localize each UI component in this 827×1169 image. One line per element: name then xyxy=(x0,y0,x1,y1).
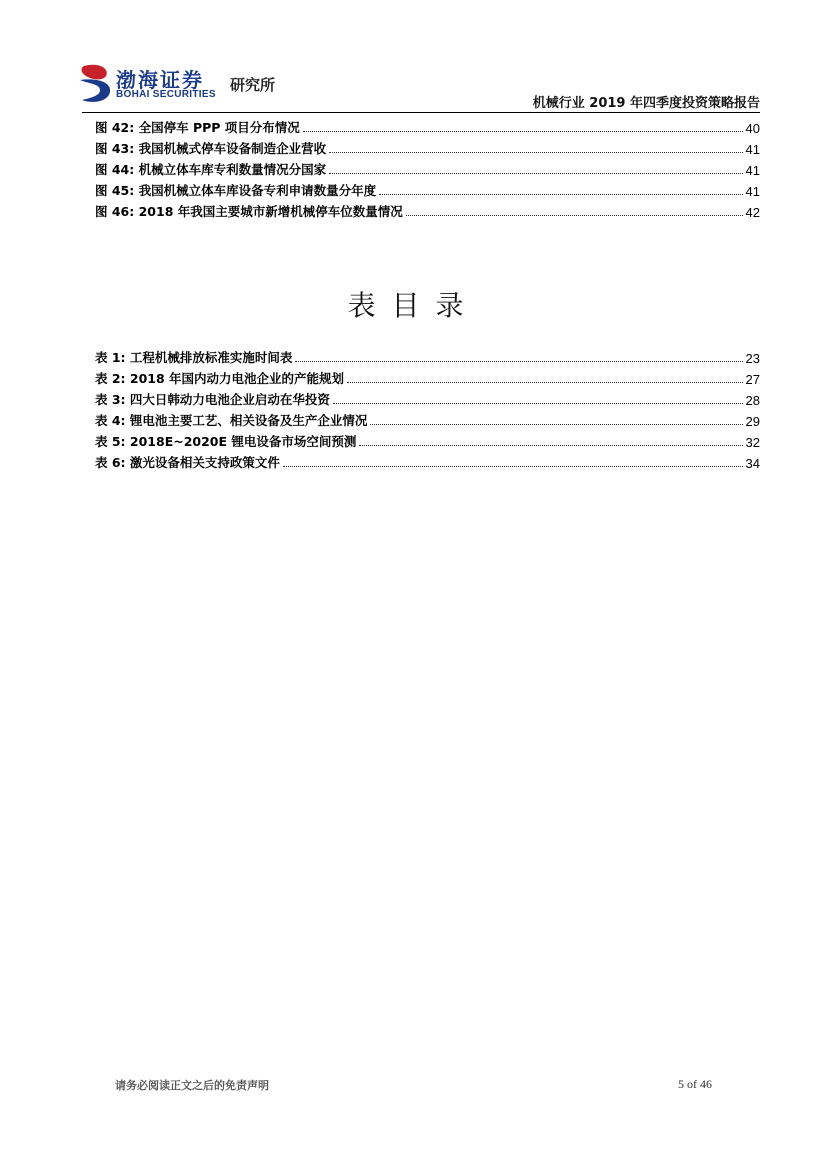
toc-entry-page: 29 xyxy=(745,414,760,429)
toc-entry-label: 表 2: 2018 年国内动力电池企业的产能规划 xyxy=(95,371,345,386)
toc-leader-dots xyxy=(359,444,742,446)
toc-leader-dots xyxy=(379,193,742,195)
toc-entry-page: 32 xyxy=(745,435,760,450)
toc-leader-dots xyxy=(406,214,743,216)
report-title: 机械行业 2019 年四季度投资策略报告 xyxy=(532,96,760,111)
toc-entry-label: 图 43: 我国机械式停车设备制造企业营收 xyxy=(95,141,327,156)
toc-entry-label: 图 44: 机械立体车库专利数量情况分国家 xyxy=(95,162,327,177)
toc-entry-page: 41 xyxy=(745,184,760,199)
toc-entry[interactable] xyxy=(95,429,760,450)
toc-entry-page: 27 xyxy=(745,372,760,387)
toc-entry[interactable] xyxy=(95,450,760,471)
figure-toc-list xyxy=(95,115,760,220)
toc-entry[interactable] xyxy=(95,345,760,366)
toc-entry-label: 表 5: 2018E~2020E 锂电设备市场空间预测 xyxy=(95,434,357,449)
logo-english-name: BOHAI SECURITIES xyxy=(116,89,216,100)
toc-entry-label: 表 1: 工程机械排放标准实施时间表 xyxy=(95,350,293,365)
toc-entry-label: 图 45: 我国机械立体车库设备专利申请数量分年度 xyxy=(95,183,377,198)
toc-leader-dots xyxy=(347,381,742,383)
toc-leader-dots xyxy=(283,465,743,467)
toc-leader-dots xyxy=(329,172,742,174)
toc-entry[interactable] xyxy=(95,157,760,178)
toc-leader-dots xyxy=(329,151,742,153)
toc-entry[interactable] xyxy=(95,199,760,220)
toc-entry-page: 34 xyxy=(745,456,760,471)
toc-entry-page: 40 xyxy=(745,121,760,136)
header-divider xyxy=(82,112,760,113)
toc-entry-page: 28 xyxy=(745,393,760,408)
toc-leader-dots xyxy=(370,423,742,425)
footer-disclaimer: 请务必阅读正文之后的免责声明 xyxy=(115,1079,269,1092)
toc-entry[interactable] xyxy=(95,366,760,387)
toc-entry-label: 表 3: 四大日韩动力电池企业启动在华投资 xyxy=(95,392,330,407)
page-header xyxy=(0,0,827,120)
bohai-logo-icon xyxy=(78,62,114,106)
toc-entry[interactable] xyxy=(95,136,760,157)
toc-entry-page: 23 xyxy=(745,351,760,366)
toc-leader-dots xyxy=(333,402,743,404)
department-label: 研究所 xyxy=(230,76,276,94)
toc-leader-dots xyxy=(295,360,742,362)
toc-entry-label: 图 46: 2018 年我国主要城市新增机械停车位数量情况 xyxy=(95,204,403,219)
table-toc-heading: 表目录 xyxy=(347,289,480,322)
footer-page-number: 5 of 46 xyxy=(678,1077,712,1091)
toc-entry-page: 41 xyxy=(745,142,760,157)
toc-entry[interactable] xyxy=(95,387,760,408)
logo-chinese-name: 渤海证券 xyxy=(116,68,204,92)
toc-entry-page: 41 xyxy=(745,163,760,178)
toc-leader-dots xyxy=(303,130,743,132)
toc-entry-label: 表 6: 激光设备相关支持政策文件 xyxy=(95,455,280,470)
toc-entry[interactable] xyxy=(95,178,760,199)
toc-entry-page: 42 xyxy=(745,205,760,220)
toc-entry-label: 图 42: 全国停车 PPP 项目分布情况 xyxy=(95,120,300,135)
toc-entry[interactable] xyxy=(95,115,760,136)
bohai-securities-logo xyxy=(78,62,228,106)
toc-entry[interactable] xyxy=(95,408,760,429)
table-toc-list xyxy=(95,345,760,471)
toc-entry-label: 表 4: 锂电池主要工艺、相关设备及生产企业情况 xyxy=(95,413,368,428)
